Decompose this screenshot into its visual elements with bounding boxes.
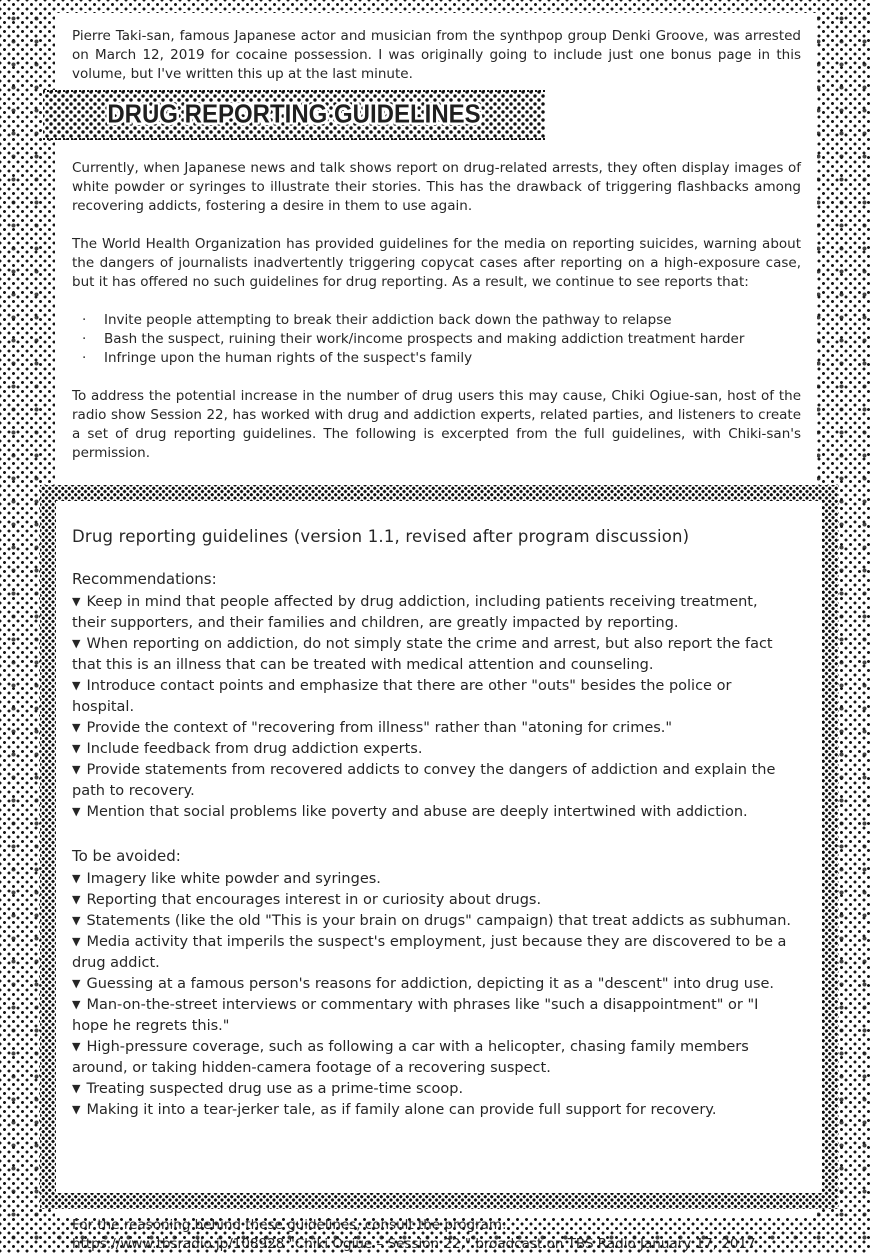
list-item-text: Provide the context of "recovering from illness" rather than "atoning for crimes." [86, 720, 673, 736]
list-item [72, 1100, 792, 1121]
list-item-text: Treating suspected drug use as a prime-time scoop. [86, 1081, 464, 1097]
paragraph: Currently, when Japanese news and talk shows report on drug-related arrests, they often display images of white powder or syringes to illustrate their stories. This has the drawback of triggering flashbacks among recovering addicts, fostering a desire in them to use again. [72, 160, 801, 214]
triangle-bullet-icon: ▼ [72, 595, 81, 608]
list-item-text: Provide statements from recovered addicts to convey the dangers of addiction and explain the path to recovery. [72, 762, 776, 799]
avoid-label: To be avoided: [72, 847, 181, 865]
list-item [72, 802, 792, 823]
list-item [72, 974, 792, 995]
list-item-text: Bash the suspect, ruining their work/income prospects and making addiction treatment harder [104, 331, 745, 347]
list-item [72, 911, 792, 932]
list-item [72, 1037, 792, 1079]
triangle-bullet-icon: ▼ [72, 935, 81, 948]
triangle-bullet-icon: ▼ [72, 1040, 81, 1053]
list-item-text: Statements (like the old "This is your brain on drugs" campaign) that treat addicts as subhuman. [86, 913, 792, 929]
list-item-text: When reporting on addiction, do not simply state the crime and arrest, but also report the fact that this is an illness that can be treated with medical attention and counseling. [72, 636, 773, 673]
triangle-bullet-icon: ▼ [72, 637, 81, 650]
page-title: DRUG REPORTING GUIDELINES [107, 100, 481, 129]
triangle-bullet-icon: ▼ [72, 805, 81, 818]
triangle-bullet-icon: ▼ [72, 977, 81, 990]
triangle-bullet-icon: ▼ [72, 721, 81, 734]
list-item [72, 634, 792, 676]
list-item-text: Guessing at a famous person's reasons for addiction, depicting it as a "descent" into drug use. [86, 976, 775, 992]
paragraph: To address the potential increase in the number of drug users this may cause, Chiki Ogiue-san, host of the radio show Session 22, has worked with drug and addiction experts, related parties, and listeners to create a set of drug reporting guidelines. The following is excerpted from the full guidelines, with Chiki-san's permission. [72, 388, 801, 461]
list-item-text: Include feedback from drug addiction experts. [86, 741, 423, 757]
list-item-text: Imagery like white powder and syringes. [86, 871, 381, 887]
list-item-text: Making it into a tear-jerker tale, as if family alone can provide full support for recovery. [86, 1102, 717, 1118]
source-note-url: https://www.tbsradio.jp/108928 "Chiki Ogiue – Session 22," broadcast on TBS Radio January 17, 2017 [72, 1236, 756, 1252]
list-item-text: Invite people attempting to break their addiction back down the pathway to relapse [104, 312, 672, 328]
source-note [55, 1216, 817, 1254]
list-item-text: High-pressure coverage, such as following a car with a helicopter, chasing family members around, or taking hidden-camera footage of a recovering suspect. [72, 1039, 749, 1076]
list-item-text: Infringe upon the human rights of the suspect's family [104, 350, 473, 366]
avoid-list [72, 869, 792, 1121]
paragraph: The World Health Organization has provided guidelines for the media on reporting suicides, warning about the dangers of journalists inadvertently triggering copycat cases after reporting on a high-exposure case, but it has offered no such guidelines for drug reporting. As a result, we continue to see reports that: [72, 236, 801, 290]
list-item-text: Keep in mind that people affected by drug addiction, including patients receiving treatment, their supporters, and their families and children, are greatly impacted by reporting. [72, 594, 758, 631]
dot-bullet-icon: · [82, 312, 87, 328]
guidelines-box [40, 485, 838, 1209]
list-item-text: Introduce contact points and emphasize that there are other "outs" besides the police or hospital. [72, 678, 732, 715]
triangle-bullet-icon: ▼ [72, 914, 81, 927]
triangle-bullet-icon: ▼ [72, 872, 81, 885]
section-current-reporting [55, 159, 817, 463]
guidelines-box-inner [56, 501, 822, 1193]
dot-bullet-icon: · [82, 331, 87, 347]
list-item-text: Mention that social problems like poverty and abuse are deeply intertwined with addiction. [86, 804, 748, 820]
list-item [72, 739, 792, 760]
triangle-bullet-icon: ▼ [72, 998, 81, 1011]
triangle-bullet-icon: ▼ [72, 1082, 81, 1095]
report-problems-list [72, 311, 801, 368]
list-item [72, 869, 792, 890]
triangle-bullet-icon: ▼ [72, 893, 81, 906]
recommendations-list [72, 592, 792, 823]
dot-bullet-icon: · [82, 350, 87, 366]
list-item [72, 890, 792, 911]
title-banner [43, 90, 545, 140]
triangle-bullet-icon: ▼ [72, 763, 81, 776]
content-sheet [55, 13, 817, 1252]
list-item [72, 330, 801, 349]
intro-paragraph: Pierre Taki-san, famous Japanese actor and musician from the synthpop group Denki Groove, was arrested on March 12, 2019 for cocaine possession. I was originally going to include just one bonus page in this volume, but I've written this up at the last minute. [72, 28, 801, 82]
list-item [72, 311, 801, 330]
list-item [72, 349, 801, 368]
list-item [72, 932, 792, 974]
list-item [72, 718, 792, 739]
list-item-text: Reporting that encourages interest in or curiosity about drugs. [86, 892, 542, 908]
list-item [72, 676, 792, 718]
recommendations-label: Recommendations: [72, 570, 217, 588]
guidelines-heading: Drug reporting guidelines (version 1.1, revised after program discussion) [72, 527, 690, 546]
list-item-text: Media activity that imperils the suspect's employment, just because they are discovered to be a drug addict. [72, 934, 787, 971]
list-item [72, 995, 792, 1037]
source-note-line1: For the reasoning behind these guidelines, consult the program: [72, 1217, 507, 1233]
list-item-text: Man-on-the-street interviews or commentary with phrases like "such a disappointment" or "I hope he regrets this." [72, 997, 759, 1034]
triangle-bullet-icon: ▼ [72, 679, 81, 692]
triangle-bullet-icon: ▼ [72, 742, 81, 755]
list-item [72, 760, 792, 802]
list-item [72, 592, 792, 634]
list-item [72, 1079, 792, 1100]
triangle-bullet-icon: ▼ [72, 1103, 81, 1116]
